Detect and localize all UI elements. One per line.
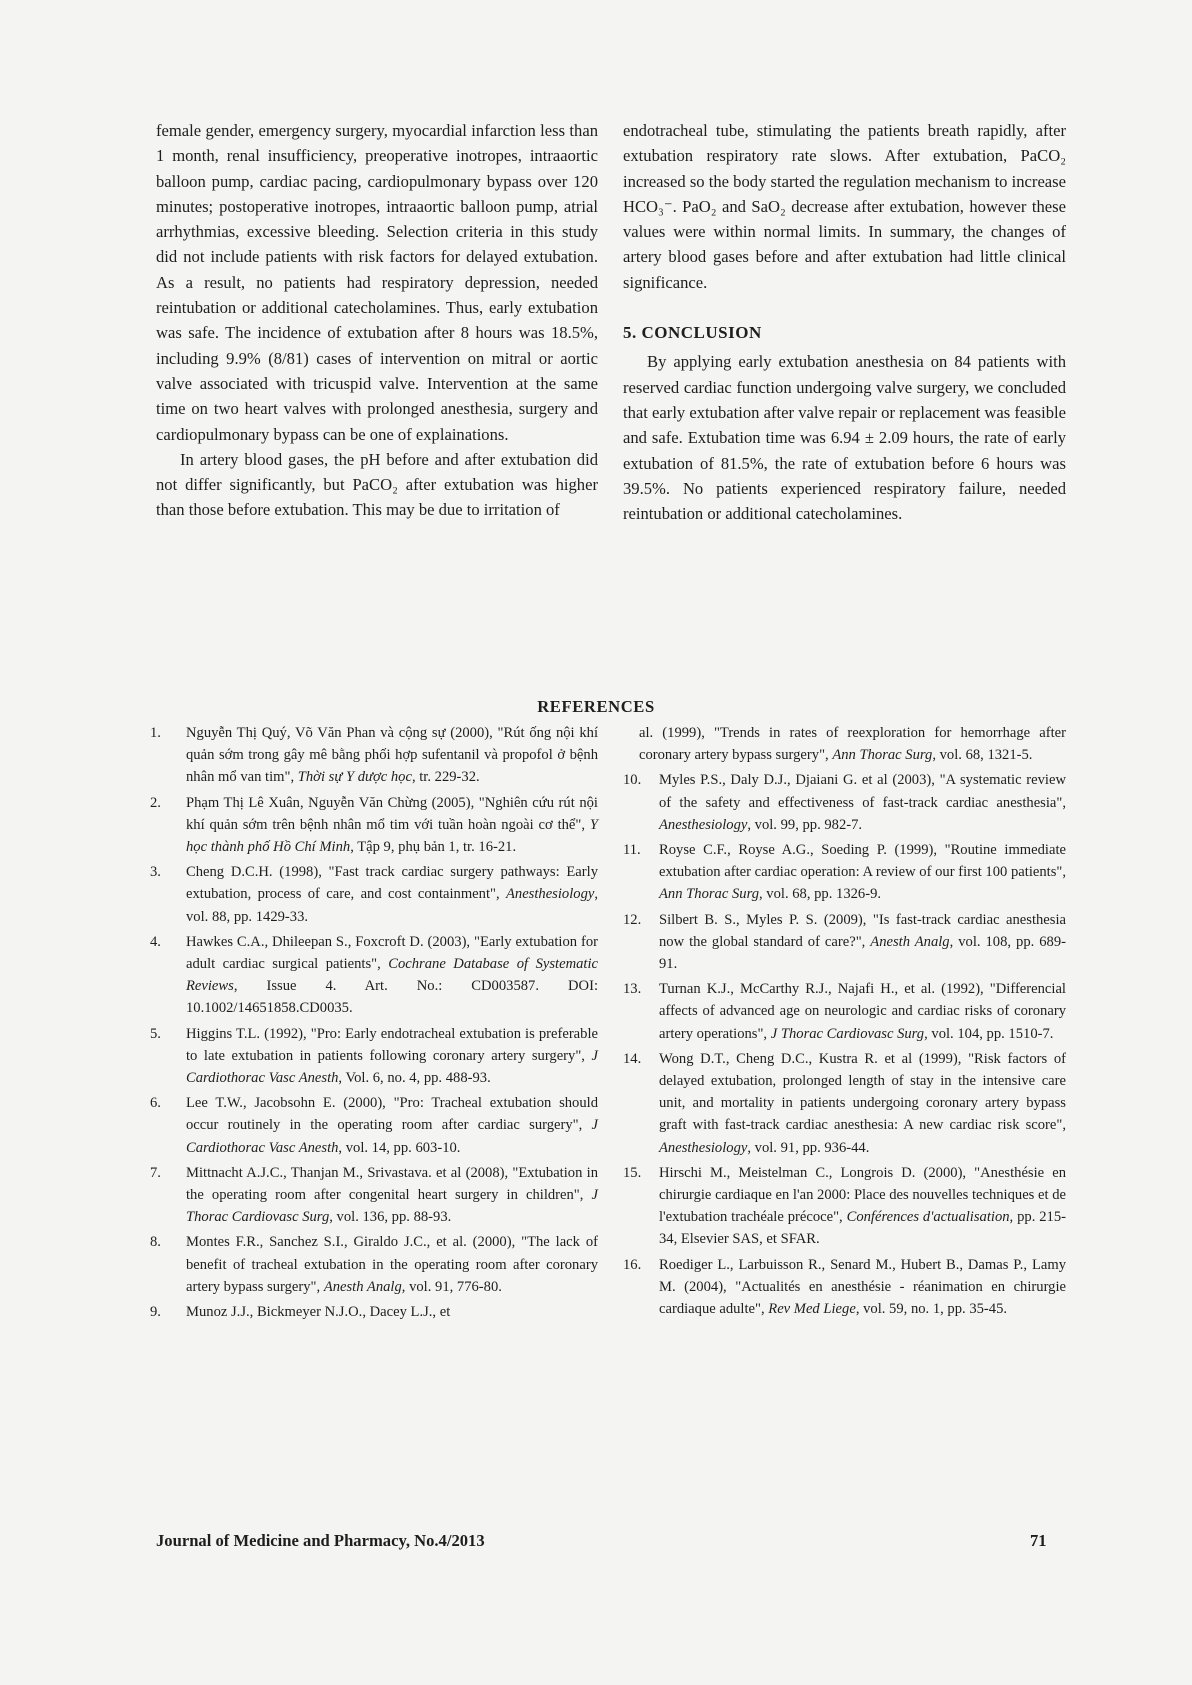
reference-text: Phạm Thị Lê Xuân, Nguyễn Văn Chừng (2005), "Nghiên cứu rút nội khí quản sớm trên bệnh nhân mổ tim với tuần hoàn ngoài cơ thể", bbox=[186, 794, 598, 833]
page-number: 71 bbox=[1030, 1531, 1047, 1550]
reference-details: , vol. 99, pp. 982-7. bbox=[747, 816, 863, 833]
reference-details: , Issue 4. Art. No.: CD003587. DOI: 10.1002/14651858.CD0035. bbox=[186, 978, 598, 1017]
reference-item bbox=[623, 722, 1066, 766]
reference-text: Montes F.R., Sanchez S.I., Giraldo J.C., et al. (2000), "The lack of benefit of tracheal extubation in the operating room after coronary artery bypass surgery", bbox=[186, 1234, 598, 1295]
reference-details: , tr. 229-32. bbox=[411, 769, 480, 786]
reference-journal: Ann Thorac Surg bbox=[832, 747, 933, 764]
reference-text: Myles P.S., Daly D.J., Djaiani G. et al (2003), "A systematic review of the safety and effectiveness of fast-track cardiac anesthesia", bbox=[659, 772, 1066, 811]
references-column-right bbox=[623, 722, 1066, 1323]
reference-number: 9. bbox=[150, 1304, 161, 1321]
reference-details: , vol. 14, pp. 603-10. bbox=[338, 1139, 461, 1156]
reference-item bbox=[623, 769, 1066, 836]
reference-details: , vol. 136, pp. 88-93. bbox=[329, 1209, 452, 1226]
reference-item bbox=[150, 861, 598, 928]
section-heading: 5. CONCLUSION bbox=[623, 323, 762, 343]
reference-item bbox=[623, 978, 1066, 1045]
reference-journal: Conférences d'actualisation bbox=[846, 1209, 1010, 1226]
reference-number: 7. bbox=[150, 1164, 161, 1181]
reference-journal: Anesthesiology bbox=[659, 816, 748, 833]
reference-number: 5. bbox=[150, 1025, 161, 1042]
reference-details: , Vol. 6, no. 4, pp. 488-93. bbox=[338, 1070, 491, 1087]
reference-number: 13. bbox=[623, 981, 642, 998]
body-paragraph: endotracheal tube, stimulating the patients breath rapidly, after extubation respiratory rate slows. After extubation, PaCO₂ increased so the body started the regulation mechanism to increase HCO₃⁻. PaO₂ and SaO₂ decrease after extubation, however these values were within normal limits. In summary, the changes of artery blood gases before and after extubation had little clinical significance. bbox=[623, 121, 1066, 292]
references-heading: REFERENCES bbox=[537, 697, 655, 716]
reference-item bbox=[623, 909, 1066, 976]
reference-text: Wong D.T., Cheng D.C., Kustra R. et al (1999), "Risk factors of delayed extubation, prolonged length of stay in the intensive care unit, and mortality in patients undergoing coronary artery bypass graft with fast-track cardiac anesthesia: A new cardiac risk score", bbox=[659, 1050, 1066, 1134]
reference-number: 3. bbox=[150, 864, 161, 881]
reference-details: , vol. 59, no. 1, pp. 35-45. bbox=[855, 1301, 1008, 1318]
reference-details: , vol. 68, pp. 1326-9. bbox=[759, 886, 882, 903]
reference-item bbox=[150, 1231, 598, 1298]
reference-item bbox=[623, 1048, 1066, 1159]
reference-journal: Anesth Analg bbox=[323, 1278, 402, 1295]
reference-details: , vol. 108, pp. 689-91. bbox=[659, 933, 1066, 973]
reference-item bbox=[150, 931, 598, 1020]
conclusion-paragraph: By applying early extubation anesthesia on 84 patients with reserved cardiac function undergoing valve surgery, we concluded that early extubation after valve repair or replacement was feasible and safe. Extubation time was 6.94 ± 2.09 hours, the rate of early extubation of 81.5%, the rate of extubation before 6 hours was 39.5%. No patients experienced respiratory failure, needed reintubation or additional catecholamines. bbox=[623, 352, 1066, 524]
reference-journal: Ann Thorac Surg bbox=[659, 886, 759, 903]
reference-text: Royse C.F., Royse A.G., Soeding P. (1999), "Routine immediate extubation after cardiac operation: A review of our first 100 patients", bbox=[659, 842, 1066, 881]
references-column-left bbox=[150, 722, 598, 1326]
reference-text: Mittnacht A.J.C., Thanjan M., Srivastava. et al (2008), "Extubation in the operating room after congenital heart surgery in children", bbox=[186, 1164, 598, 1204]
reference-text: Nguyễn Thị Quý, Võ Văn Phan và cộng sự (2000), "Rút ống nội khí quản sớm trong gây mê bằng phối hợp sufentanil và propofol ở bệnh nhân mổ van tim", bbox=[186, 725, 598, 786]
reference-item bbox=[623, 1162, 1066, 1251]
reference-text: al. (1999), "Trends in rates of reexploration for hemorrhage after coronary artery bypass surgery", bbox=[639, 725, 1066, 764]
reference-details: , vol. 88, pp. 1429-33. bbox=[186, 886, 598, 925]
reference-text: Silbert B. S., Myles P. S. (2009), "Is fast-track cardiac anesthesia now the global standard of care?", bbox=[659, 911, 1066, 950]
reference-item bbox=[623, 839, 1066, 906]
reference-journal: Anesthesiology bbox=[505, 886, 595, 903]
reference-number: 15. bbox=[623, 1164, 642, 1181]
reference-details: , pp. 215-34, Elsevier SAS, et SFAR. bbox=[659, 1209, 1066, 1248]
reference-item bbox=[623, 1254, 1066, 1321]
reference-number: 12. bbox=[623, 911, 642, 928]
reference-item bbox=[150, 1023, 598, 1090]
reference-number: 8. bbox=[150, 1234, 161, 1251]
reference-journal: J Thorac Cardiovasc Surg bbox=[186, 1187, 598, 1226]
reference-item bbox=[150, 1301, 598, 1323]
reference-number: 2. bbox=[150, 794, 161, 811]
reference-text: Turnan K.J., McCarthy R.J., Najafi H., et al. (1992), "Differencial affects of advanced age on neurologic and cardiac risks of coronary artery operations", bbox=[659, 981, 1066, 1042]
body-paragraph: In artery blood gases, the pH before and after extubation did not differ significantly, but PaCO₂ after extubation was higher than those before extubation. This may be due to irritation of bbox=[156, 449, 598, 520]
reference-item bbox=[150, 722, 598, 789]
reference-text: Cheng D.C.H. (1998), "Fast track cardiac surgery pathways: Early extubation, process of care, and cost containment", bbox=[186, 864, 598, 903]
reference-journal: Thời sự Y dược học bbox=[297, 769, 412, 786]
reference-item bbox=[150, 1162, 598, 1229]
reference-number: 6. bbox=[150, 1095, 161, 1112]
reference-text: Lee T.W., Jacobsohn E. (2000), "Pro: Tracheal extubation should occur routinely in the operating room after cardiac surgery", bbox=[186, 1095, 598, 1134]
reference-text: Higgins T.L. (1992), "Pro: Early endotracheal extubation is preferable to late extubation in patients following coronary artery surgery", bbox=[186, 1025, 598, 1064]
reference-journal: Anesthesiology bbox=[659, 1139, 748, 1156]
reference-text: Munoz J.J., Bickmeyer N.J.O., Dacey L.J., et bbox=[186, 1304, 451, 1321]
reference-number: 4. bbox=[150, 933, 161, 950]
reference-details: , Tập 9, phụ bản 1, tr. 16-21. bbox=[350, 839, 517, 856]
reference-number: 16. bbox=[623, 1256, 642, 1273]
footer-journal-name: Journal of Medicine and Pharmacy, No.4/2013 bbox=[156, 1531, 485, 1550]
reference-journal: J Thorac Cardiovasc Surg bbox=[770, 1025, 925, 1042]
reference-number: 11. bbox=[623, 842, 641, 859]
reference-item bbox=[150, 792, 598, 859]
reference-details: , vol. 91, pp. 936-44. bbox=[747, 1139, 870, 1156]
reference-text: Hawkes C.A., Dhileepan S., Foxcroft D. (2003), "Early extubation for adult cardiac surgical patients", bbox=[186, 933, 598, 973]
reference-journal: J Cardiothorac Vasc Anesth bbox=[186, 1047, 598, 1087]
body-paragraph: female gender, emergency surgery, myocardial infarction less than 1 month, renal insufficiency, preoperative inotropes, intraaortic balloon pump, cardiac pacing, cardiopulmonary bypass over 120 minutes; postoperative inotropes, intraaortic balloon pump, atrial arrhythmias, excessive bleeding. Selection criteria in this study did not include patients with risk factors for delayed extubation. As a result, no patients had respiratory depression, needed reintubation or additional catecholamines. Thus, early extubation was safe. The incidence of extubation after 8 hours was 18.5%, including 9.9% (8/81) cases of intervention on mitral or aortic valve associated with tricuspid valve. Intervention at the same time on two heart valves with prolonged anesthesia, surgery and cardiopulmonary bypass can be one of explainations. bbox=[156, 121, 598, 444]
reference-journal: Y học thành phố Hồ Chí Minh bbox=[186, 816, 598, 856]
reference-number: 1. bbox=[150, 725, 161, 741]
reference-details: , vol. 91, 776-80. bbox=[401, 1278, 502, 1295]
reference-journal: Anesth Analg bbox=[870, 933, 950, 950]
reference-journal: Rev Med Liege bbox=[768, 1301, 856, 1318]
body-column-left bbox=[156, 118, 598, 523]
reference-item bbox=[150, 1092, 598, 1159]
reference-journal: J Cardiothorac Vasc Anesth bbox=[186, 1117, 598, 1156]
reference-text: Hirschi M., Meistelman C., Longrois D. (2000), "Anesthésie en chirurgie cardiaque en l'an 2000: Place des nouvelles techniques et de l'extubation trachéale précoce", bbox=[659, 1164, 1066, 1226]
reference-details: , vol. 104, pp. 1510-7. bbox=[924, 1025, 1054, 1042]
reference-text: Roediger L., Larbuisson R., Senard M., Hubert B., Damas P., Lamy M. (2004), "Actualités en anesthésie - réanimation en chirurgie cardiaque adulte", bbox=[659, 1256, 1066, 1318]
reference-journal: Cochrane Database of Systematic Reviews bbox=[186, 956, 599, 995]
reference-number: 14. bbox=[623, 1050, 642, 1067]
reference-details: , vol. 68, 1321-5. bbox=[932, 747, 1033, 764]
body-column-right bbox=[623, 118, 1066, 526]
reference-number: 10. bbox=[623, 772, 642, 789]
